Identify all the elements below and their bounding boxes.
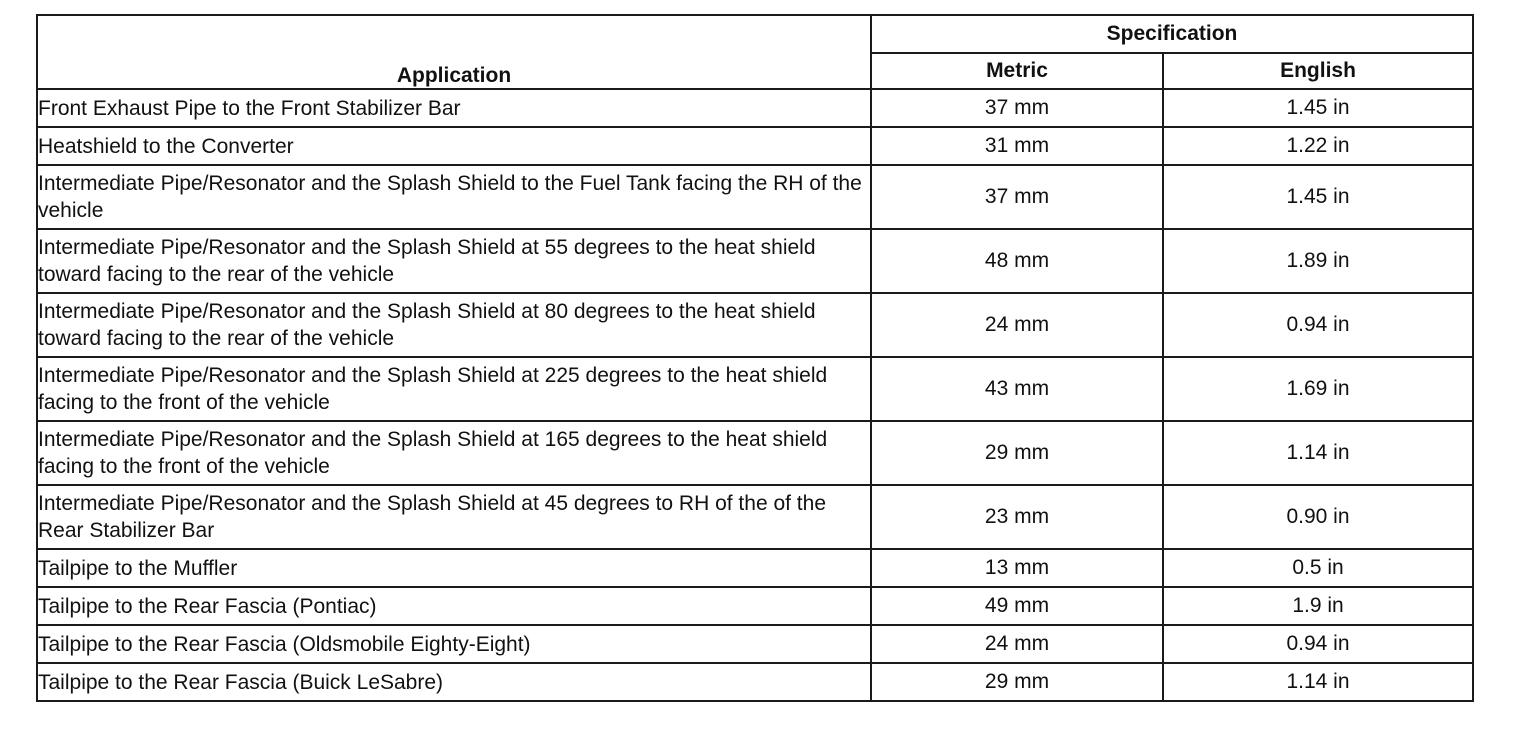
table-row	[37, 89, 1473, 127]
table-row	[37, 485, 1473, 549]
specification-header: Specification	[871, 15, 1473, 53]
english-cell: 1.22 in	[1163, 127, 1473, 165]
application-cell: Intermediate Pipe/Resonator and the Splash Shield at 45 degrees to RH of the of the Rear Stabilizer Bar	[37, 485, 871, 549]
metric-cell: 29 mm	[871, 663, 1163, 701]
english-cell: 0.94 in	[1163, 625, 1473, 663]
metric-cell: 31 mm	[871, 127, 1163, 165]
application-cell: Intermediate Pipe/Resonator and the Splash Shield at 55 degrees to the heat shield toward facing to the rear of the vehicle	[37, 229, 871, 293]
table-row	[37, 549, 1473, 587]
metric-cell: 37 mm	[871, 89, 1163, 127]
table-row	[37, 421, 1473, 485]
application-cell: Tailpipe to the Rear Fascia (Pontiac)	[37, 587, 871, 625]
english-cell: 1.89 in	[1163, 229, 1473, 293]
application-cell: Tailpipe to the Muffler	[37, 549, 871, 587]
table-row	[37, 293, 1473, 357]
metric-cell: 13 mm	[871, 549, 1163, 587]
table-row	[37, 127, 1473, 165]
metric-cell: 48 mm	[871, 229, 1163, 293]
metric-cell: 29 mm	[871, 421, 1163, 485]
application-column-header: Application	[37, 15, 871, 89]
application-cell: Intermediate Pipe/Resonator and the Splash Shield at 165 degrees to the heat shield facing to the front of the vehicle	[37, 421, 871, 485]
english-cell: 1.14 in	[1163, 663, 1473, 701]
metric-cell: 23 mm	[871, 485, 1163, 549]
english-column-header: English	[1163, 53, 1473, 89]
application-cell: Intermediate Pipe/Resonator and the Splash Shield at 80 degrees to the heat shield toward facing to the rear of the vehicle	[37, 293, 871, 357]
specification-table	[36, 14, 1474, 702]
metric-column-header: Metric	[871, 53, 1163, 89]
metric-cell: 49 mm	[871, 587, 1163, 625]
table-row	[37, 229, 1473, 293]
application-cell: Heatshield to the Converter	[37, 127, 871, 165]
table-row	[37, 625, 1473, 663]
english-cell: 1.45 in	[1163, 165, 1473, 229]
application-cell: Intermediate Pipe/Resonator and the Splash Shield to the Fuel Tank facing the RH of the vehicle	[37, 165, 871, 229]
application-cell: Tailpipe to the Rear Fascia (Oldsmobile Eighty-Eight)	[37, 625, 871, 663]
english-cell: 1.45 in	[1163, 89, 1473, 127]
application-cell: Intermediate Pipe/Resonator and the Splash Shield at 225 degrees to the heat shield facing to the front of the vehicle	[37, 357, 871, 421]
english-cell: 1.9 in	[1163, 587, 1473, 625]
english-cell: 1.14 in	[1163, 421, 1473, 485]
application-cell: Tailpipe to the Rear Fascia (Buick LeSabre)	[37, 663, 871, 701]
metric-cell: 37 mm	[871, 165, 1163, 229]
table-body	[37, 89, 1473, 701]
application-cell: Front Exhaust Pipe to the Front Stabilizer Bar	[37, 89, 871, 127]
metric-cell: 24 mm	[871, 625, 1163, 663]
english-cell: 0.5 in	[1163, 549, 1473, 587]
table-row	[37, 165, 1473, 229]
table-row	[37, 663, 1473, 701]
table-row	[37, 357, 1473, 421]
metric-cell: 43 mm	[871, 357, 1163, 421]
english-cell: 1.69 in	[1163, 357, 1473, 421]
metric-cell: 24 mm	[871, 293, 1163, 357]
english-cell: 0.90 in	[1163, 485, 1473, 549]
table-row	[37, 587, 1473, 625]
english-cell: 0.94 in	[1163, 293, 1473, 357]
